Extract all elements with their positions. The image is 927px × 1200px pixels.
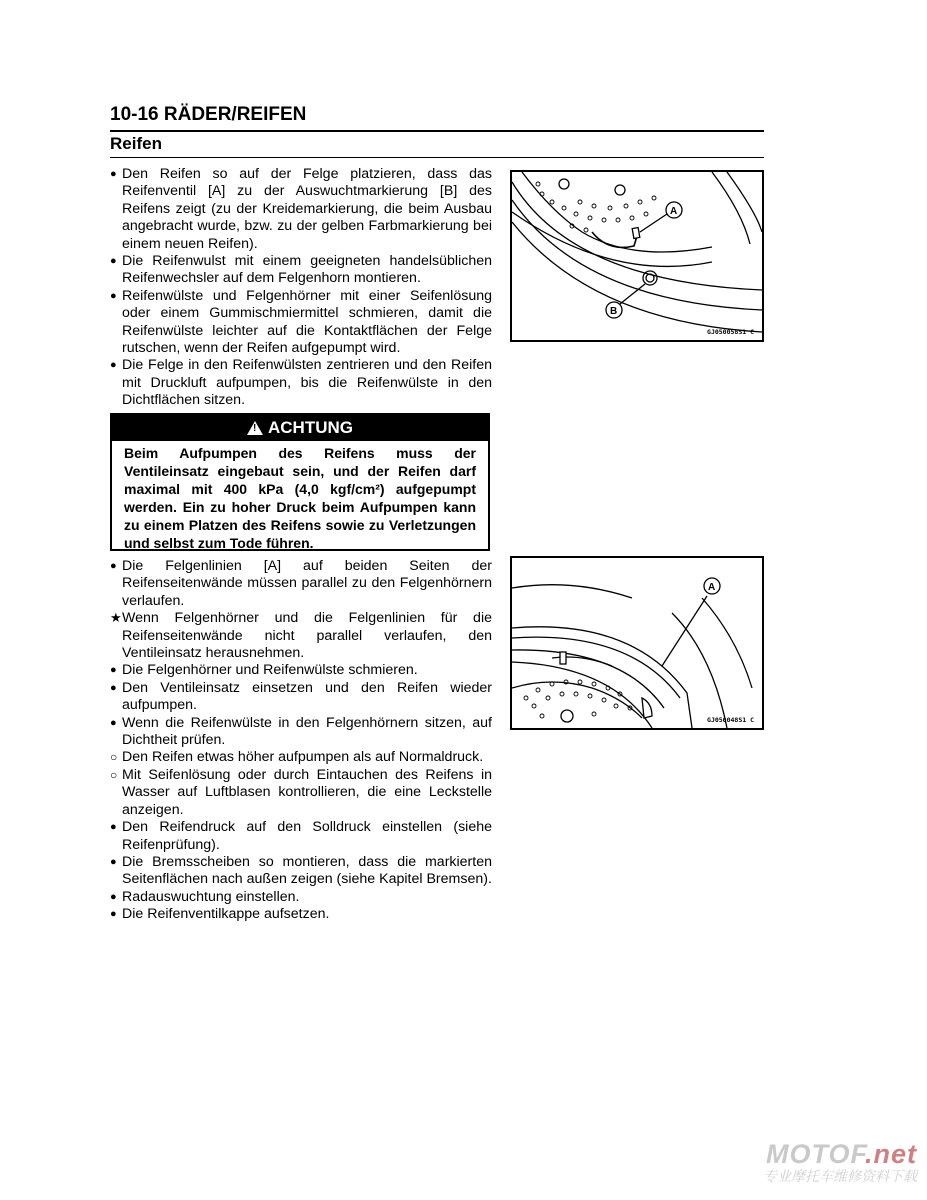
warning-box (110, 413, 490, 551)
warning-heading: !ACHTUNG (112, 415, 488, 441)
bullet-icon: ● (110, 560, 117, 572)
bullet-icon: ● (110, 890, 117, 903)
callout-a: A (708, 582, 716, 593)
bullet-icon: ● (110, 359, 117, 372)
list-item: ○ Den Reifen etwas höher aufpumpen als auf Normaldruck. (110, 749, 484, 766)
bullet-icon: ● (110, 855, 117, 868)
list-item: ● Die Felge in den Reifenwülsten zentrieren und den Reifen mit Druckluft aufpumpen, bis die Reifenwülste in den Dichtflächen sitzen. (110, 357, 492, 409)
figure-rim-lines (510, 556, 764, 730)
circle-icon: ○ (110, 750, 118, 765)
wheel-illustration-2 (512, 558, 762, 728)
steps-list-b (110, 558, 492, 924)
list-item: ○ Mit Seifenlösung oder durch Eintauchen des Reifens in Wasser auf Luftblasen kontrollieren, die eine Leckstelle anzeigen. (110, 766, 492, 818)
circle-icon: ○ (110, 767, 118, 782)
section-rule (110, 157, 764, 158)
bullet-icon: ● (110, 681, 117, 694)
figure-code: GJ050058S1 C (707, 328, 754, 336)
wheel-illustration-1 (512, 172, 762, 340)
header-rule (110, 130, 764, 132)
list-item: ● Den Ventileinsatz einsetzen und den Reifen wieder aufpumpen. (110, 679, 492, 714)
bullet-icon: ● (110, 908, 117, 921)
bullet-icon: ● (110, 289, 117, 302)
figure-valve-alignment (510, 170, 764, 342)
figure-code: GJ050048S1 C (707, 716, 754, 724)
page-title: 10-16 RÄDER/REIFEN (110, 104, 307, 125)
warning-triangle-icon (247, 421, 263, 435)
list-item: ● Die Reifenwulst mit einem geeigneten handelsüblichen Reifenwechsler auf dem Felgenhorn montieren. (110, 253, 492, 287)
list-item: ★ Wenn Felgenhörner und die Felgenlinien für die Reifenseitenwände nicht parallel verlaufen, den Ventileinsatz herausnehmen. (110, 610, 492, 662)
list-item: ● Die Felgenlinien [A] auf beiden Seiten der Reifenseitenwände müssen parallel zu den Felgenhörnern verlaufen. (110, 558, 492, 609)
list-item: ● Den Reifendruck auf den Solldruck einstellen (siehe Reifenprüfung). (110, 819, 492, 853)
star-icon: ★ (110, 610, 122, 626)
steps-list-a (110, 166, 492, 410)
list-item: ● Wenn die Reifenwülste in den Felgenhörnern sitzen, auf Dichtheit prüfen. (110, 714, 492, 749)
watermark-logo: MOTOF.net 专业摩托车维修资料下载 (763, 1139, 917, 1184)
list-item: ● Den Reifen so auf der Felge platzieren, dass das Reifenventil [A] zu der Auswuchtmarkierung [B] des Reifens zeigt (zu der Kreidemarkierung, die beim Ausbau angebracht wurde, bzw. zu der gelben Farbmarkierung bei einem neuen Reifen). (110, 166, 492, 252)
bullet-icon: ● (110, 716, 117, 729)
list-item: ● Die Reifenventilkappe aufsetzen. (110, 906, 330, 923)
bullet-icon: ● (110, 168, 117, 180)
bullet-icon: ● (110, 664, 117, 677)
callout-a: A (670, 206, 678, 217)
warning-text: Beim Aufpumpen des Reifens muss der Ventileinsatz eingebaut sein, und der Reifen darf maximal mit 400 kPa (4,0 kgf/cm²) aufgepumpt werden. Ein zu hoher Druck beim Aufpumpen kann zu einem Platzen des Reifens sowie zu Verletzungen und selbst zum Tode führen. (124, 445, 476, 551)
section-title: Reifen (110, 134, 162, 153)
list-item: ● Reifenwülste und Felgenhörner mit einer Seifenlösung oder einem Gummischmiermittel schmieren, damit die Reifenwülste leichter auf die Kontaktflächen der Felge rutschen, wenn der Reifen aufgepumpt wird. (110, 287, 492, 357)
list-item: ● Die Bremsscheiben so montieren, dass die markierten Seitenflächen nach außen zeigen (siehe Kapitel Bremsen). (110, 853, 492, 888)
bullet-icon: ● (110, 255, 117, 268)
list-item: ● Die Felgenhörner und Reifenwülste schmieren. (110, 662, 418, 679)
callout-b: B (610, 306, 618, 317)
bullet-icon: ● (110, 821, 117, 834)
list-item: ● Radauswuchtung einstellen. (110, 888, 300, 905)
